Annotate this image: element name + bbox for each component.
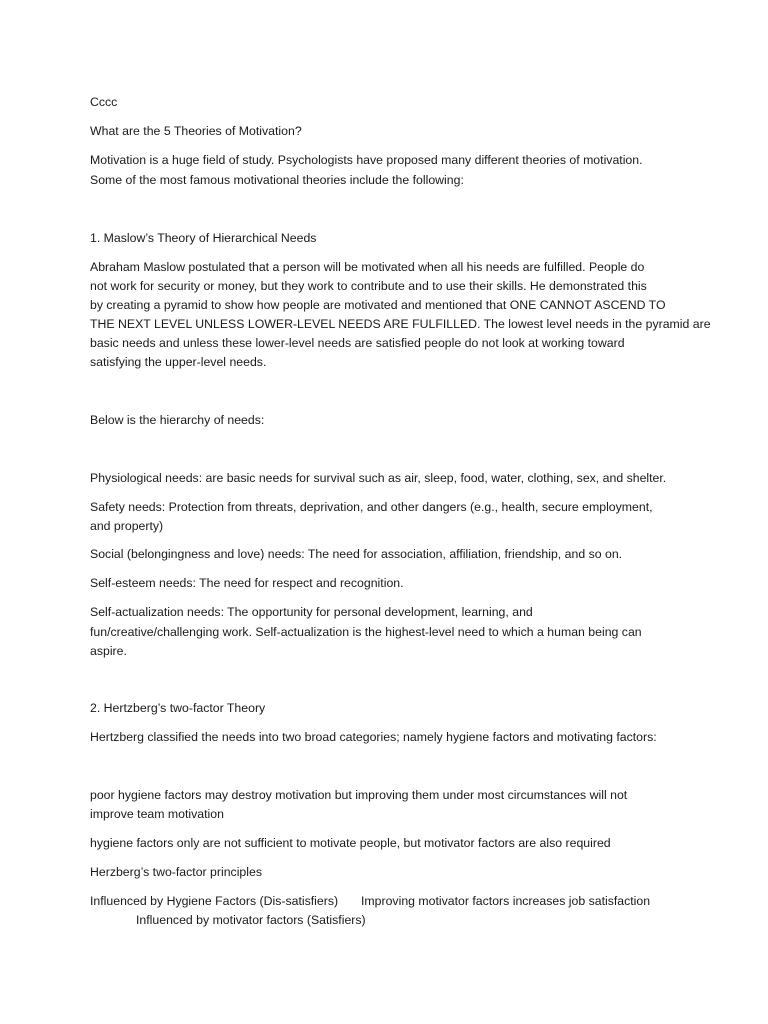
- self-actualization-line: fun/creative/challenging work. Self-actualization is the highest-level need to which a human being can: [90, 625, 642, 639]
- two-factor-principles: Herzberg’s two-factor principles: [90, 865, 262, 879]
- physiological-needs: Physiological needs: are basic needs for survival such as air, sleep, food, water, clothing, sex, and shelter.: [90, 471, 667, 485]
- question-heading: What are the 5 Theories of Motivation?: [90, 124, 302, 138]
- self-esteem-needs: Self-esteem needs: The need for respect and recognition.: [90, 576, 404, 590]
- influenced-motivator: Influenced by motivator factors (Satisfiers): [136, 913, 366, 927]
- maslow-para-line: THE NEXT LEVEL UNLESS LOWER-LEVEL NEEDS ARE FULFILLED. The lowest level needs in the pyramid are: [90, 317, 711, 331]
- maslow-para-line: satisfying the upper-level needs.: [90, 355, 267, 369]
- self-actualization-line: aspire.: [90, 644, 127, 658]
- maslow-para-line: basic needs and unless these lower-level needs are satisfied people do not look at working toward: [90, 336, 625, 350]
- self-actualization-line: Self-actualization needs: The opportunity for personal development, learning, and: [90, 605, 533, 619]
- influenced-hygiene: Influenced by Hygiene Factors (Dis-satisfiers): [90, 894, 339, 908]
- intro-line-2: Some of the most famous motivational theories include the following:: [90, 173, 464, 187]
- maslow-para-line: Abraham Maslow postulated that a person will be motivated when all his needs are fulfilled. People do: [90, 260, 645, 274]
- intro-line-1: Motivation is a huge field of study. Psychologists have proposed many different theories of motivation.: [90, 153, 643, 167]
- maslow-para-line: not work for security or money, but they work to contribute and to use their skills. He demonstrated this: [90, 279, 647, 293]
- poor-hygiene-line: poor hygiene factors may destroy motivation but improving them under most circumstances will not: [90, 788, 628, 802]
- poor-hygiene-line: improve team motivation: [90, 807, 224, 821]
- safety-needs-line: Safety needs: Protection from threats, deprivation, and other dangers (e.g., health, secure employment,: [90, 500, 653, 514]
- hierarchy-intro: Below is the hierarchy of needs:: [90, 413, 265, 427]
- improving-motivator: Improving motivator factors increases job satisfaction: [361, 894, 651, 908]
- social-needs: Social (belongingness and love) needs: The need for association, affiliation, friendship, and so on.: [90, 547, 623, 561]
- hertzberg-classified: Hertzberg classified the needs into two broad categories; namely hygiene factors and motivating factors:: [90, 730, 657, 744]
- hertzberg-title: 2. Hertzberg’s two-factor Theory: [90, 701, 266, 715]
- safety-needs-line: and property): [90, 519, 164, 533]
- maslow-para-line: by creating a pyramid to show how people are motivated and mentioned that ONE CANNOT ASCEND TO: [90, 298, 666, 312]
- maslow-title: 1. Maslow’s Theory of Hierarchical Needs: [90, 231, 317, 245]
- hygiene-only: hygiene factors only are not sufficient to motivate people, but motivator factors are also required: [90, 836, 611, 850]
- document-heading: Cccc: [90, 95, 118, 109]
